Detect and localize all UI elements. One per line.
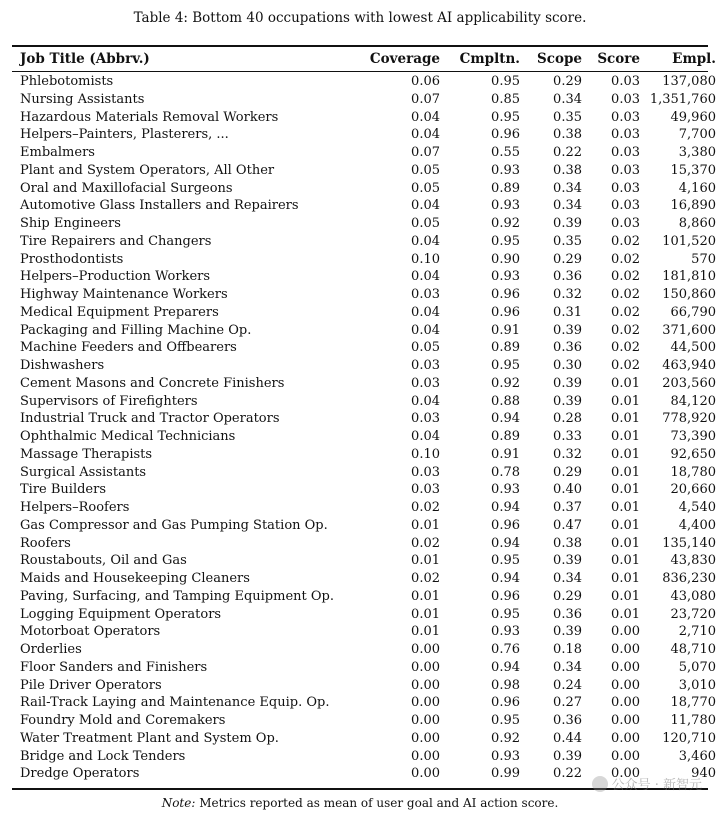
- cell-score: 0.00: [611, 695, 640, 711]
- cell-score: 0.00: [611, 642, 640, 657]
- cell-score: 0.00: [611, 713, 640, 728]
- cell-scope: 0.22: [553, 766, 582, 782]
- table-row: [12, 322, 720, 340]
- table-row: [12, 71, 720, 91]
- cell-completion: 0.95: [491, 713, 520, 728]
- cell-coverage: 0.01: [411, 517, 440, 533]
- cell-job-title: Paving, Surfacing, and Tamping Equipment Op.: [20, 588, 334, 604]
- cell-scope: 0.40: [553, 482, 582, 498]
- cell-employment: 137,080: [662, 74, 716, 89]
- cell-scope: 0.39: [553, 393, 582, 409]
- cell-job-title: Roofers: [20, 535, 71, 551]
- cell-coverage: 0.00: [411, 659, 440, 675]
- cell-employment: 101,520: [662, 233, 716, 249]
- cell-job-title: Cement Masons and Concrete Finishers: [20, 375, 285, 391]
- cell-score: 0.01: [611, 535, 640, 551]
- cell-coverage: 0.04: [411, 198, 440, 214]
- cell-job-title: Massage Therapists: [20, 446, 153, 462]
- cell-completion: 0.95: [491, 553, 520, 569]
- cell-completion: 0.96: [491, 127, 520, 143]
- cell-completion: 0.98: [491, 677, 520, 693]
- table-row: [12, 339, 720, 357]
- cell-score: 0.03: [611, 145, 640, 160]
- cell-score: 0.00: [611, 766, 640, 782]
- cell-job-title: Rail-Track Laying and Maintenance Equip. Op.: [20, 695, 330, 711]
- cell-job-title: Machine Feeders and Offbearers: [20, 340, 237, 356]
- cell-coverage: 0.03: [411, 482, 440, 498]
- table-caption: Table 4: Bottom 40 occupations with lowest AI applicability score.: [133, 10, 587, 26]
- cell-job-title: Bridge and Lock Tenders: [20, 748, 186, 764]
- cell-employment: 18,780: [670, 464, 716, 480]
- cell-completion: 0.94: [491, 659, 520, 675]
- cell-job-title: Oral and Maxillofacial Surgeons: [20, 180, 233, 196]
- cell-completion: 0.93: [491, 162, 520, 178]
- note-text: Metrics reported as mean of user goal and AI action score.: [195, 796, 559, 810]
- cell-completion: 0.78: [491, 464, 520, 480]
- cell-employment: 11,780: [670, 713, 716, 728]
- cell-job-title: Ship Engineers: [20, 216, 121, 231]
- cell-coverage: 0.03: [411, 375, 440, 391]
- cell-scope: 0.35: [553, 109, 582, 125]
- table-row: [12, 588, 720, 606]
- table-row: [12, 304, 720, 322]
- cell-job-title: Dredge Operators: [20, 766, 140, 782]
- table-row: [12, 215, 720, 233]
- cell-employment: 778,920: [662, 411, 716, 427]
- cell-employment: 135,140: [662, 535, 716, 551]
- cell-score: 0.03: [611, 127, 640, 143]
- cell-employment: 181,810: [662, 269, 716, 285]
- cell-job-title: Orderlies: [20, 642, 82, 657]
- cell-coverage: 0.01: [411, 588, 440, 604]
- cell-completion: 0.92: [491, 216, 520, 231]
- table-row: [12, 570, 720, 588]
- cell-coverage: 0.03: [411, 358, 440, 373]
- cell-coverage: 0.00: [411, 642, 440, 657]
- cell-completion: 0.94: [491, 411, 520, 427]
- cell-coverage: 0.05: [411, 180, 440, 196]
- cell-employment: 73,390: [670, 429, 716, 444]
- wechat-logo-icon: [592, 776, 608, 792]
- cell-scope: 0.29: [553, 251, 582, 267]
- cell-coverage: 0.05: [411, 340, 440, 356]
- cell-score: 0.01: [611, 446, 640, 462]
- cell-completion: 0.91: [491, 446, 520, 462]
- cell-coverage: 0.04: [411, 393, 440, 409]
- cell-scope: 0.36: [553, 606, 582, 622]
- table-row: [12, 499, 720, 517]
- cell-completion: 0.92: [491, 375, 520, 391]
- cell-scope: 0.38: [553, 535, 582, 551]
- cell-completion: 0.95: [491, 109, 520, 125]
- table-row: [12, 144, 720, 162]
- cell-job-title: Roustabouts, Oil and Gas: [20, 553, 187, 569]
- cell-job-title: Packaging and Filling Machine Op.: [20, 322, 252, 338]
- cell-scope: 0.18: [553, 642, 582, 657]
- cell-score: 0.00: [611, 748, 640, 764]
- cell-job-title: Water Treatment Plant and System Op.: [20, 730, 279, 746]
- cell-job-title: Phlebotomists: [20, 74, 114, 89]
- cell-employment: 16,890: [670, 198, 716, 214]
- table-row: [12, 180, 720, 198]
- cell-employment: 8,860: [678, 216, 716, 231]
- cell-scope: 0.39: [553, 553, 582, 569]
- cell-employment: 5,070: [678, 659, 716, 675]
- cell-scope: 0.39: [553, 216, 582, 231]
- cell-employment: 836,230: [662, 571, 716, 586]
- table-row: [12, 109, 720, 127]
- cell-job-title: Nursing Assistants: [20, 91, 145, 107]
- cell-coverage: 0.01: [411, 624, 440, 640]
- cell-coverage: 0.04: [411, 233, 440, 249]
- cell-scope: 0.47: [553, 517, 582, 533]
- cell-score: 0.01: [611, 571, 640, 586]
- cell-job-title: Foundry Mold and Coremakers: [20, 713, 226, 728]
- table-row: [12, 393, 720, 411]
- cell-completion: 0.96: [491, 695, 520, 711]
- cell-coverage: 0.07: [411, 145, 440, 160]
- table-row: [12, 748, 720, 766]
- table-row: [12, 712, 720, 730]
- cell-score: 0.02: [611, 269, 640, 285]
- cell-score: 0.01: [611, 500, 640, 515]
- cell-score: 0.03: [611, 74, 640, 89]
- cell-completion: 0.99: [491, 766, 520, 782]
- cell-employment: 2,710: [678, 624, 716, 640]
- table-row: [12, 126, 720, 144]
- cell-job-title: Floor Sanders and Finishers: [20, 659, 208, 675]
- cell-coverage: 0.04: [411, 304, 440, 320]
- cell-job-title: Tire Repairers and Changers: [20, 233, 212, 249]
- cell-coverage: 0.07: [411, 91, 440, 107]
- header-row: [12, 47, 720, 71]
- cell-employment: 43,830: [670, 553, 716, 569]
- cell-scope: 0.32: [553, 287, 582, 302]
- cell-score: 0.03: [611, 109, 640, 125]
- cell-job-title: Pile Driver Operators: [20, 677, 162, 693]
- cell-score: 0.01: [611, 393, 640, 409]
- table-note: [0, 796, 720, 810]
- header-completion: Cmpltn.: [459, 51, 520, 67]
- cell-score: 0.02: [611, 322, 640, 338]
- table-row: [12, 677, 720, 695]
- cell-scope: 0.39: [553, 748, 582, 764]
- cell-score: 0.02: [611, 340, 640, 356]
- cell-employment: 120,710: [662, 730, 716, 746]
- cell-job-title: Automotive Glass Installers and Repairers: [20, 198, 299, 214]
- cell-completion: 0.93: [491, 482, 520, 498]
- cell-coverage: 0.00: [411, 748, 440, 764]
- table-row: [12, 517, 720, 535]
- table-row: [12, 375, 720, 393]
- cell-job-title: Helpers–Roofers: [20, 500, 130, 515]
- cell-employment: 23,720: [670, 606, 716, 622]
- table-row: [12, 552, 720, 570]
- cell-completion: 0.94: [491, 500, 520, 515]
- cell-employment: 3,380: [678, 145, 716, 160]
- cell-completion: 0.90: [491, 251, 520, 267]
- cell-coverage: 0.04: [411, 127, 440, 143]
- cell-coverage: 0.02: [411, 535, 440, 551]
- cell-scope: 0.33: [553, 429, 582, 444]
- cell-score: 0.01: [611, 517, 640, 533]
- cell-score: 0.01: [611, 429, 640, 444]
- cell-employment: 44,500: [670, 340, 716, 356]
- cell-scope: 0.39: [553, 375, 582, 391]
- cell-coverage: 0.04: [411, 109, 440, 125]
- cell-scope: 0.29: [553, 74, 582, 89]
- cell-score: 0.03: [611, 162, 640, 178]
- cell-job-title: Gas Compressor and Gas Pumping Station Op.: [20, 517, 328, 533]
- cell-coverage: 0.00: [411, 713, 440, 728]
- cell-score: 0.00: [611, 624, 640, 640]
- cell-scope: 0.32: [553, 446, 582, 462]
- cell-scope: 0.35: [553, 233, 582, 249]
- cell-job-title: Logging Equipment Operators: [20, 606, 222, 622]
- cell-scope: 0.36: [553, 269, 582, 285]
- cell-coverage: 0.00: [411, 766, 440, 782]
- cell-completion: 0.95: [491, 606, 520, 622]
- cell-employment: 15,370: [670, 162, 716, 178]
- cell-score: 0.01: [611, 375, 640, 391]
- cell-score: 0.03: [611, 216, 640, 231]
- cell-scope: 0.36: [553, 340, 582, 356]
- note-label: Note:: [161, 796, 196, 810]
- cell-completion: 0.88: [491, 393, 520, 409]
- cell-completion: 0.93: [491, 198, 520, 214]
- cell-employment: 4,400: [678, 517, 716, 533]
- cell-coverage: 0.00: [411, 677, 440, 693]
- cell-completion: 0.55: [491, 145, 520, 160]
- cell-completion: 0.95: [491, 233, 520, 249]
- cell-scope: 0.22: [553, 145, 582, 160]
- cell-coverage: 0.04: [411, 429, 440, 444]
- cell-scope: 0.34: [553, 198, 582, 214]
- table-row: [12, 410, 720, 428]
- cell-scope: 0.39: [553, 624, 582, 640]
- watermark-text: 公众号 · 新智元: [611, 778, 702, 793]
- table-row: [12, 286, 720, 304]
- cell-coverage: 0.01: [411, 606, 440, 622]
- occupations-table: [12, 47, 720, 783]
- cell-employment: 92,650: [670, 446, 716, 462]
- cell-completion: 0.94: [491, 571, 520, 586]
- cell-scope: 0.39: [553, 322, 582, 338]
- header-job-title: Job Title (Abbrv.): [20, 51, 150, 67]
- cell-coverage: 0.00: [411, 695, 440, 711]
- cell-score: 0.02: [611, 233, 640, 249]
- cell-employment: 1,351,760: [649, 91, 716, 107]
- cell-job-title: Tire Builders: [20, 482, 107, 498]
- cell-employment: 18,770: [670, 695, 716, 711]
- cell-score: 0.00: [611, 677, 640, 693]
- cell-scope: 0.34: [553, 91, 582, 107]
- cell-coverage: 0.06: [411, 74, 440, 89]
- table-row: [12, 233, 720, 251]
- cell-job-title: Helpers–Production Workers: [20, 269, 211, 285]
- cell-employment: 66,790: [670, 304, 716, 320]
- table-row: [12, 606, 720, 624]
- cell-scope: 0.36: [553, 713, 582, 728]
- cell-score: 0.02: [611, 358, 640, 373]
- cell-score: 0.01: [611, 553, 640, 569]
- table-row: [12, 91, 720, 109]
- table-row: [12, 162, 720, 180]
- cell-employment: 3,460: [678, 748, 716, 764]
- cell-coverage: 0.01: [411, 553, 440, 569]
- cell-scope: 0.30: [553, 358, 582, 373]
- header-coverage: Coverage: [369, 51, 440, 67]
- cell-completion: 0.95: [491, 74, 520, 89]
- cell-coverage: 0.05: [411, 162, 440, 178]
- cell-job-title: Dishwashers: [20, 358, 105, 373]
- cell-job-title: Plant and System Operators, All Other: [20, 162, 275, 178]
- cell-scope: 0.24: [553, 677, 582, 693]
- table-row: [12, 446, 720, 464]
- cell-employment: 463,940: [662, 358, 716, 373]
- table-row: [12, 268, 720, 286]
- cell-scope: 0.34: [553, 571, 582, 586]
- cell-coverage: 0.04: [411, 322, 440, 338]
- cell-coverage: 0.04: [411, 269, 440, 285]
- cell-completion: 0.89: [491, 429, 520, 444]
- cell-scope: 0.38: [553, 127, 582, 143]
- cell-score: 0.00: [611, 730, 640, 746]
- cell-completion: 0.93: [491, 624, 520, 640]
- cell-job-title: Embalmers: [20, 145, 95, 160]
- cell-job-title: Industrial Truck and Tractor Operators: [20, 411, 280, 427]
- cell-coverage: 0.02: [411, 500, 440, 515]
- cell-score: 0.03: [611, 198, 640, 214]
- cell-employment: 4,160: [678, 180, 716, 196]
- cell-employment: 570: [691, 251, 716, 267]
- cell-completion: 0.93: [491, 269, 520, 285]
- cell-scope: 0.34: [553, 180, 582, 196]
- cell-employment: 49,960: [670, 109, 716, 125]
- cell-score: 0.01: [611, 588, 640, 604]
- table-row: [12, 641, 720, 659]
- cell-scope: 0.38: [553, 162, 582, 178]
- cell-employment: 150,860: [662, 287, 716, 302]
- cell-coverage: 0.03: [411, 464, 440, 480]
- cell-employment: 203,560: [662, 375, 716, 391]
- table-row: [12, 659, 720, 677]
- cell-job-title: Hazardous Materials Removal Workers: [20, 109, 279, 125]
- cell-score: 0.03: [611, 180, 640, 196]
- cell-job-title: Supervisors of Firefighters: [20, 393, 198, 409]
- cell-completion: 0.96: [491, 588, 520, 604]
- cell-scope: 0.29: [553, 588, 582, 604]
- cell-coverage: 0.00: [411, 730, 440, 746]
- header-employment: Empl.: [672, 51, 716, 67]
- cell-completion: 0.96: [491, 304, 520, 320]
- cell-coverage: 0.05: [411, 216, 440, 231]
- cell-score: 0.03: [611, 91, 640, 107]
- cell-job-title: Ophthalmic Medical Technicians: [20, 429, 236, 444]
- cell-score: 0.01: [611, 606, 640, 622]
- cell-scope: 0.27: [553, 695, 582, 711]
- cell-scope: 0.31: [553, 304, 582, 320]
- cell-coverage: 0.03: [411, 411, 440, 427]
- table-row: [12, 694, 720, 712]
- table-row: [12, 464, 720, 482]
- table-row: [12, 730, 720, 748]
- table-row: [12, 357, 720, 375]
- cell-completion: 0.96: [491, 287, 520, 302]
- cell-scope: 0.28: [553, 411, 582, 427]
- cell-scope: 0.44: [553, 730, 582, 746]
- cell-employment: 4,540: [678, 500, 716, 515]
- cell-coverage: 0.10: [411, 251, 440, 267]
- cell-score: 0.00: [611, 659, 640, 675]
- watermark: [592, 774, 702, 793]
- table-body: [12, 71, 720, 783]
- cell-completion: 0.76: [491, 642, 520, 657]
- cell-employment: 20,660: [670, 482, 716, 498]
- cell-employment: 940: [691, 766, 716, 782]
- cell-employment: 3,010: [678, 677, 716, 693]
- cell-score: 0.01: [611, 464, 640, 480]
- cell-job-title: Medical Equipment Preparers: [20, 304, 219, 320]
- cell-completion: 0.85: [491, 91, 520, 107]
- cell-completion: 0.89: [491, 340, 520, 356]
- cell-scope: 0.29: [553, 464, 582, 480]
- cell-completion: 0.91: [491, 322, 520, 338]
- cell-score: 0.01: [611, 411, 640, 427]
- cell-job-title: Highway Maintenance Workers: [20, 287, 228, 302]
- cell-completion: 0.93: [491, 748, 520, 764]
- cell-completion: 0.89: [491, 180, 520, 196]
- cell-coverage: 0.03: [411, 287, 440, 302]
- cell-job-title: Helpers–Painters, Plasterers, ...: [20, 127, 229, 143]
- cell-coverage: 0.02: [411, 571, 440, 586]
- cell-scope: 0.34: [553, 659, 582, 675]
- cell-completion: 0.95: [491, 358, 520, 373]
- table-row: [12, 197, 720, 215]
- table-row: [12, 535, 720, 553]
- cell-score: 0.02: [611, 304, 640, 320]
- cell-job-title: Surgical Assistants: [20, 464, 147, 480]
- table-row: [12, 623, 720, 641]
- table-row: [12, 428, 720, 446]
- table-row: [12, 251, 720, 269]
- cell-score: 0.02: [611, 251, 640, 267]
- cell-employment: 43,080: [670, 588, 716, 604]
- header-scope: Scope: [536, 51, 582, 67]
- cell-employment: 7,700: [678, 127, 716, 143]
- cell-completion: 0.94: [491, 535, 520, 551]
- cell-employment: 48,710: [670, 642, 716, 657]
- cell-job-title: Maids and Housekeeping Cleaners: [20, 571, 250, 586]
- cell-score: 0.02: [611, 287, 640, 302]
- cell-score: 0.01: [611, 482, 640, 498]
- cell-completion: 0.96: [491, 517, 520, 533]
- table-row: [12, 481, 720, 499]
- cell-completion: 0.92: [491, 730, 520, 746]
- cell-employment: 371,600: [662, 322, 716, 338]
- cell-job-title: Motorboat Operators: [20, 624, 161, 640]
- header-score: Score: [597, 51, 640, 67]
- cell-coverage: 0.10: [411, 446, 440, 462]
- cell-employment: 84,120: [670, 393, 716, 409]
- cell-job-title: Prosthodontists: [20, 251, 124, 267]
- cell-scope: 0.37: [553, 500, 582, 515]
